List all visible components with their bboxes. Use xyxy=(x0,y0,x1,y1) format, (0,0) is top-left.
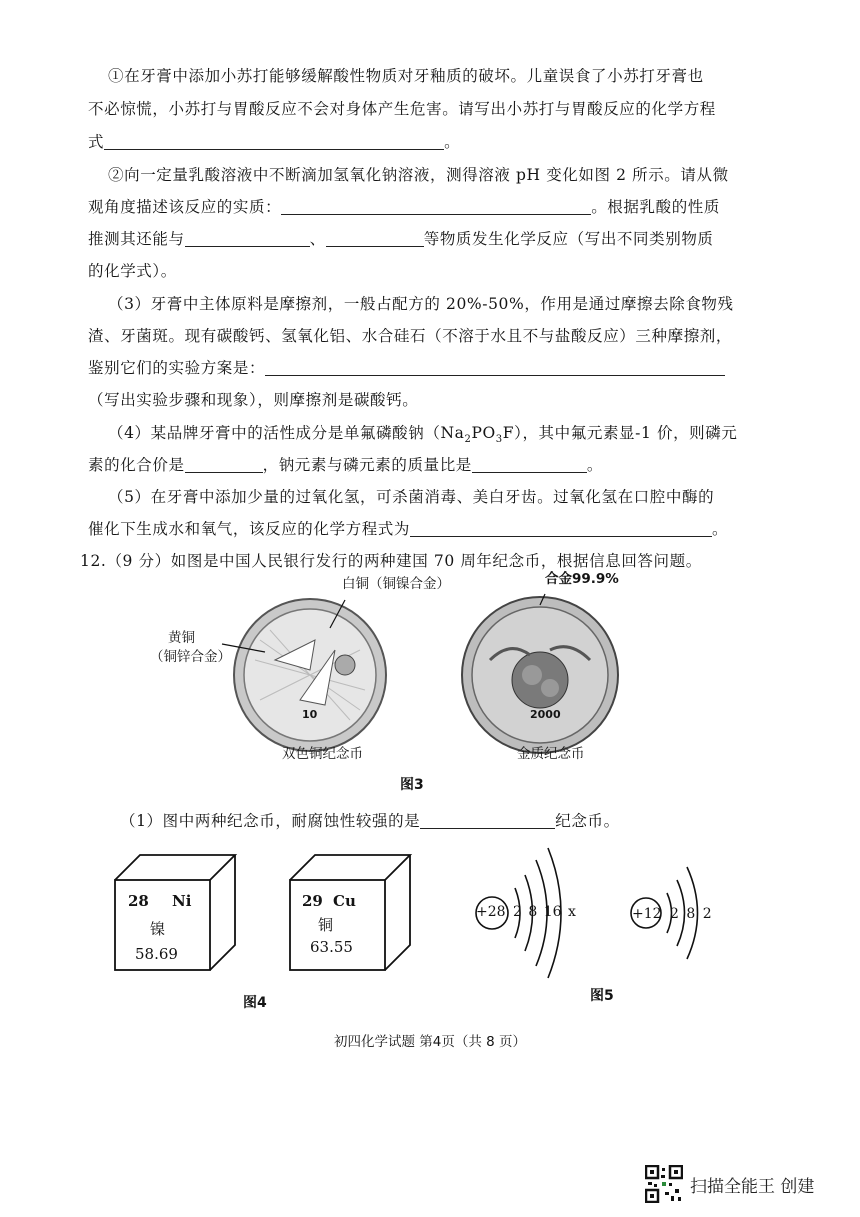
text: 推测其还能与 xyxy=(88,230,185,248)
q11-para1-line2: 不必惊慌，小苏打与胃酸反应不会对身体产生危害。请写出小苏打与胃酸反应的化学方程 xyxy=(88,100,716,118)
q11-para2-line4: 的化学式）。 xyxy=(88,262,177,280)
figure-5-caption: 图5 xyxy=(590,988,614,1004)
q11-para4-line1 xyxy=(108,423,737,450)
label-white-copper: 白铜（铜镍合金） xyxy=(342,576,450,592)
text: 。 xyxy=(712,520,729,538)
text: 式 xyxy=(88,133,105,151)
text: 。 xyxy=(444,133,461,151)
q11-para2-line1: ②向一定量乳酸溶液中不断滴加氢氧化钠溶液，测得溶液 pH 变化如图 2 所示。请从微 xyxy=(108,166,729,184)
figure-3-caption: 图3 xyxy=(400,777,424,793)
text: 等物质发生化学反应（写出不同类别物质 xyxy=(423,230,714,248)
atom2-nucleus-charge: +12 xyxy=(632,906,662,922)
label-brass-desc: （铜锌合金） xyxy=(150,649,231,665)
q11-para3-line2: 渣、牙菌斑。现有碳酸钙、氢氧化铝、水合硅石（不溶于水且不与盐酸反应）三种摩擦剂， xyxy=(88,327,733,345)
cu-atomic-number: 29 xyxy=(302,892,323,910)
answer-blank[interactable] xyxy=(420,813,555,829)
answer-blank[interactable] xyxy=(265,360,725,376)
atom1-nucleus-charge: +28 xyxy=(476,904,506,920)
subscript: 3 xyxy=(495,434,503,446)
cu-atomic-mass: 63.55 xyxy=(310,938,353,956)
ni-atomic-number: 28 xyxy=(128,892,149,910)
q11-para3-line3 xyxy=(88,358,725,378)
figure-3-coins xyxy=(160,580,660,755)
answer-blank[interactable] xyxy=(326,231,424,247)
gold-coin xyxy=(462,597,618,753)
coin1-denomination: 10 xyxy=(302,708,318,721)
cu-name: 铜 xyxy=(318,916,334,934)
bicolor-copper-coin xyxy=(234,599,386,751)
text: 纪念币。 xyxy=(555,812,620,830)
figure-4-caption: 图4 xyxy=(243,995,267,1011)
subscript: 2 xyxy=(464,434,472,446)
watermark-text: 扫描全能王 创建 xyxy=(690,1177,815,1197)
label-brass: 黄铜 xyxy=(168,630,195,646)
text: 、 xyxy=(309,230,326,248)
text: F），其中氟元素显-1 价，则磷元 xyxy=(502,424,738,442)
ni-name: 镍 xyxy=(150,920,166,938)
text: 。根据乳酸的性质 xyxy=(591,198,721,216)
q11-para2-line2 xyxy=(88,197,720,217)
q11-para3-line1: （3）牙膏中主体原料是摩擦剂，一般占配方的 20%-50%，作用是通过摩擦去除食物残 xyxy=(108,295,734,313)
answer-blank[interactable] xyxy=(185,231,310,247)
text: 。 xyxy=(586,456,604,474)
atom2-electron-shells: 2 8 2 xyxy=(670,906,712,922)
text: 素的化合价是 xyxy=(88,456,185,474)
q11-para5-line1: （5）在牙膏中添加少量的过氧化氢，可杀菌消毒、美白牙齿。过氧化氢在口腔中酶的 xyxy=(108,488,715,506)
answer-blank[interactable] xyxy=(281,199,591,215)
qr-code-icon xyxy=(645,1165,683,1203)
text: ，钠元素与磷元素的质量比是 xyxy=(262,456,472,474)
q11-para1-line1: ①在牙膏中添加小苏打能够缓解酸性物质对牙釉质的破坏。儿童误食了小苏打牙膏也 xyxy=(108,67,704,85)
text: 观角度描述该反应的实质： xyxy=(88,198,282,216)
text: （4）某品牌牙膏中的活性成分是单氟磷酸钠（Na xyxy=(108,424,465,442)
text: 催化下生成水和氧气，该反应的化学方程式为 xyxy=(88,520,411,538)
coin2-denomination: 2000 xyxy=(530,708,561,721)
text: （1）图中两种纪念币，耐腐蚀性较强的是 xyxy=(120,812,421,830)
text: PO xyxy=(471,424,496,442)
coin1-caption: 双色铜纪念币 xyxy=(282,746,363,762)
cu-symbol: Cu xyxy=(333,892,356,910)
answer-blank[interactable] xyxy=(410,521,712,537)
q12-sub1 xyxy=(120,811,620,831)
page-footer: 初四化学试题 第4页（共 8 页） xyxy=(333,1034,527,1050)
ni-atomic-mass: 58.69 xyxy=(135,945,178,963)
text: 鉴别它们的实验方案是： xyxy=(88,359,266,377)
label-alloy-purity: 合金99.9% xyxy=(545,571,619,587)
q11-para2-line3 xyxy=(88,229,714,249)
q11-para4-line2 xyxy=(88,455,603,475)
answer-blank[interactable] xyxy=(104,134,444,150)
ni-symbol: Ni xyxy=(172,892,192,910)
q12-title: 12.（9 分）如图是中国人民银行发行的两种建国 70 周年纪念币，根据信息回答问题。 xyxy=(80,552,702,570)
q11-para1-line3 xyxy=(88,132,460,152)
q11-para5-line2 xyxy=(88,519,728,539)
q11-para3-line4: （写出实验步骤和现象），则摩擦剂是碳酸钙。 xyxy=(88,391,419,409)
atom1-electron-shells: 2 8 16 x xyxy=(513,904,576,920)
coin2-caption: 金质纪念币 xyxy=(517,746,585,762)
answer-blank[interactable] xyxy=(472,457,587,473)
answer-blank[interactable] xyxy=(185,457,263,473)
